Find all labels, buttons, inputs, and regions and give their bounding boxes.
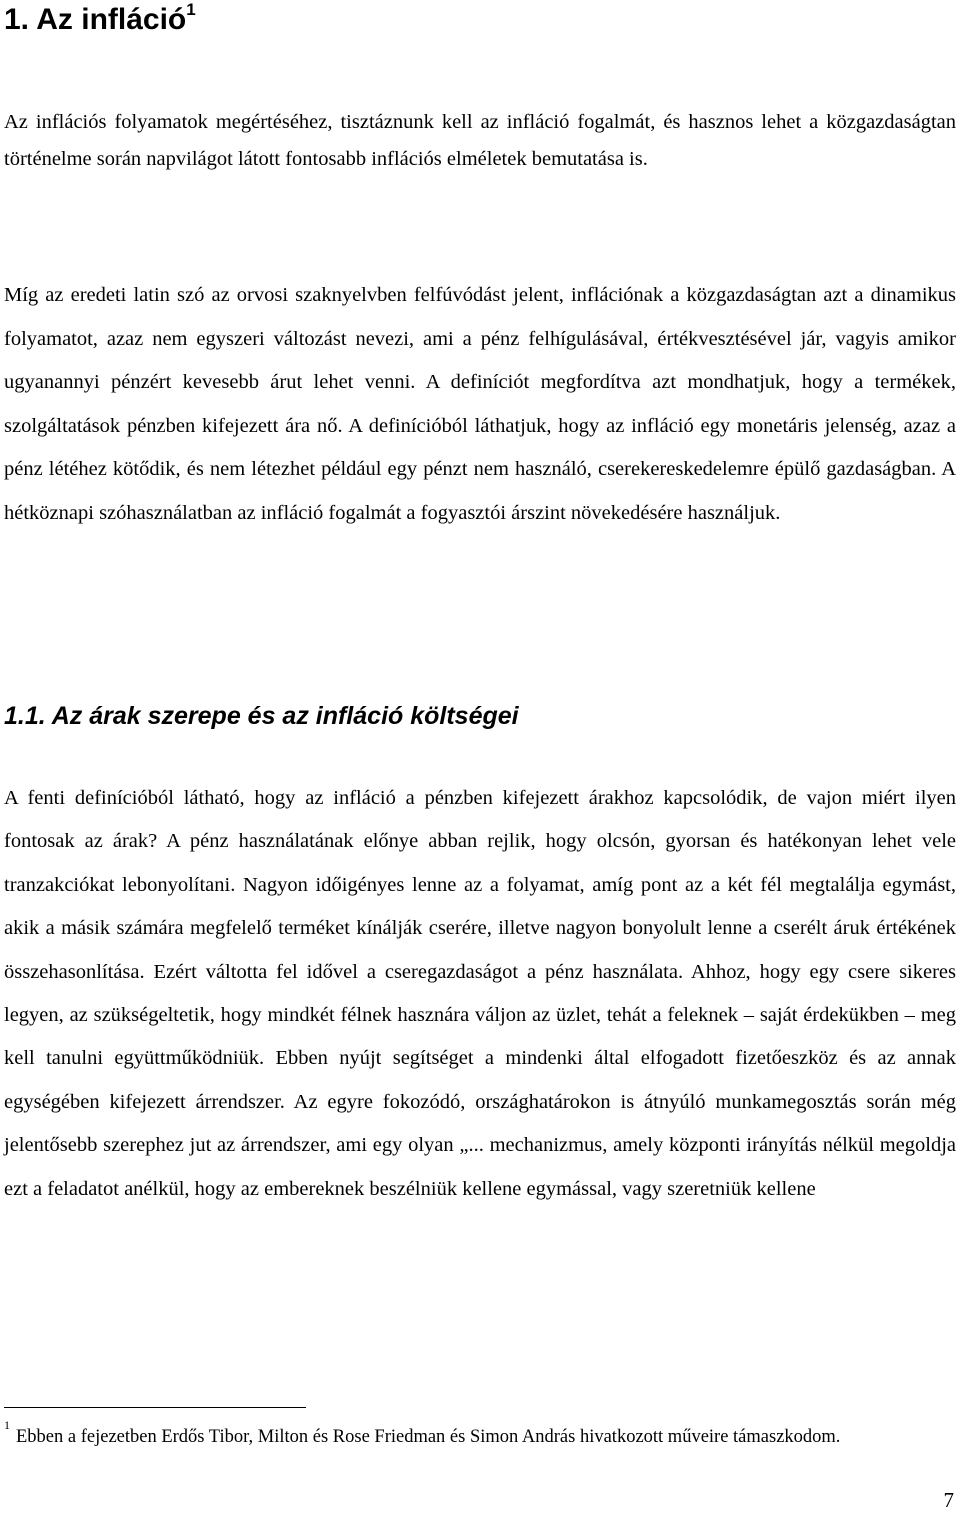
footnote-marker: 1: [4, 1418, 10, 1432]
chapter-title: [4, 0, 196, 42]
section-paragraph: A fenti definícióból látható, hogy az infláció a pénzben kifejezett árakhoz kapcsolódik, de vajon miért ilyen fontosak az árak? A pénz használatának előnye abban rejlik, hogy olcsón, gyorsan és hatékonyan lehet vele tranzakciókat lebonyolítani. Nagyon időigényes lenne az a folyamat, amíg pont az a két fél megtalálja egymást, akik a másik számára megfelelő terméket kínálják cserére, illetve nagyon bonyolult lenne a cserélt áruk értékének összehasonlítása. Ezért váltotta fel idővel a cseregazdaságot a pénz használata. Ahhoz, hogy egy csere sikeres legyen, az szükségeltetik, hogy mindkét félnek hasznára váljon az üzlet, tehát a feleknek – saját érdekükben – meg kell tanulni együttműködniük. Ebben nyújt segítséget a mindenki által elfogadott fizetőeszköz és az annak egységében kifejezett árrendszer. Az egyre fokozódó, országhatárokon is átnyúló munkamegosztás során még jelentősebb szerephez jut az árrendszer, ami egy olyan „... mechanizmus, amely központi irányítás nélkül megoldja ezt a feladatot anélkül, hogy az embereknek beszélniük kellene egymással, vagy szeretniük kellene: [4, 787, 956, 1200]
intro-paragraph: Az inflációs folyamatok megértéséhez, tisztáznunk kell az infláció fogalmát, és hasznos lehet a közgazdaságtan történelme során napvilágot látott fontosabb inflációs elméletek bemutatása is.: [4, 111, 956, 170]
section-title: 1.1. Az árak szerepe és az infláció költségei: [4, 702, 519, 730]
footnote-divider: [4, 1407, 306, 1408]
page-number: 7: [943, 1488, 954, 1512]
chapter-title-text: 1. Az infláció: [4, 3, 187, 36]
footnote: [4, 1416, 960, 1452]
footnote-text: Ebben a fejezetben Erdős Tibor, Milton és Rose Friedman és Simon András hivatkozott műveire támaszkodom.: [16, 1427, 841, 1448]
definition-paragraph: Míg az eredeti latin szó az orvosi szaknyelvben felfúvódást jelent, inflációnak a közgazdaságtan azt a dinamikus folyamatot, azaz nem egyszeri változást nevezi, ami a pénz felhígulásával, értékvesztésével jár, vagyis amikor ugyanannyi pénzért kevesebb árut lehet venni. A definíciót megfordítva azt mondhatjuk, hogy a termékek, szolgáltatások pénzben kifejezett ára nő. A definícióból láthatjuk, hogy az infláció egy monetáris jelenség, azaz a pénz létéhez kötődik, és nem létezhet például egy pénzt nem használó, cserekereskedelemre épülő gazdaságban. A hétköznapi szóhasználatban az infláció fogalmát a fogyasztói árszint növekedésére használjuk.: [4, 284, 956, 524]
footnote-reference: 1: [186, 0, 196, 19]
